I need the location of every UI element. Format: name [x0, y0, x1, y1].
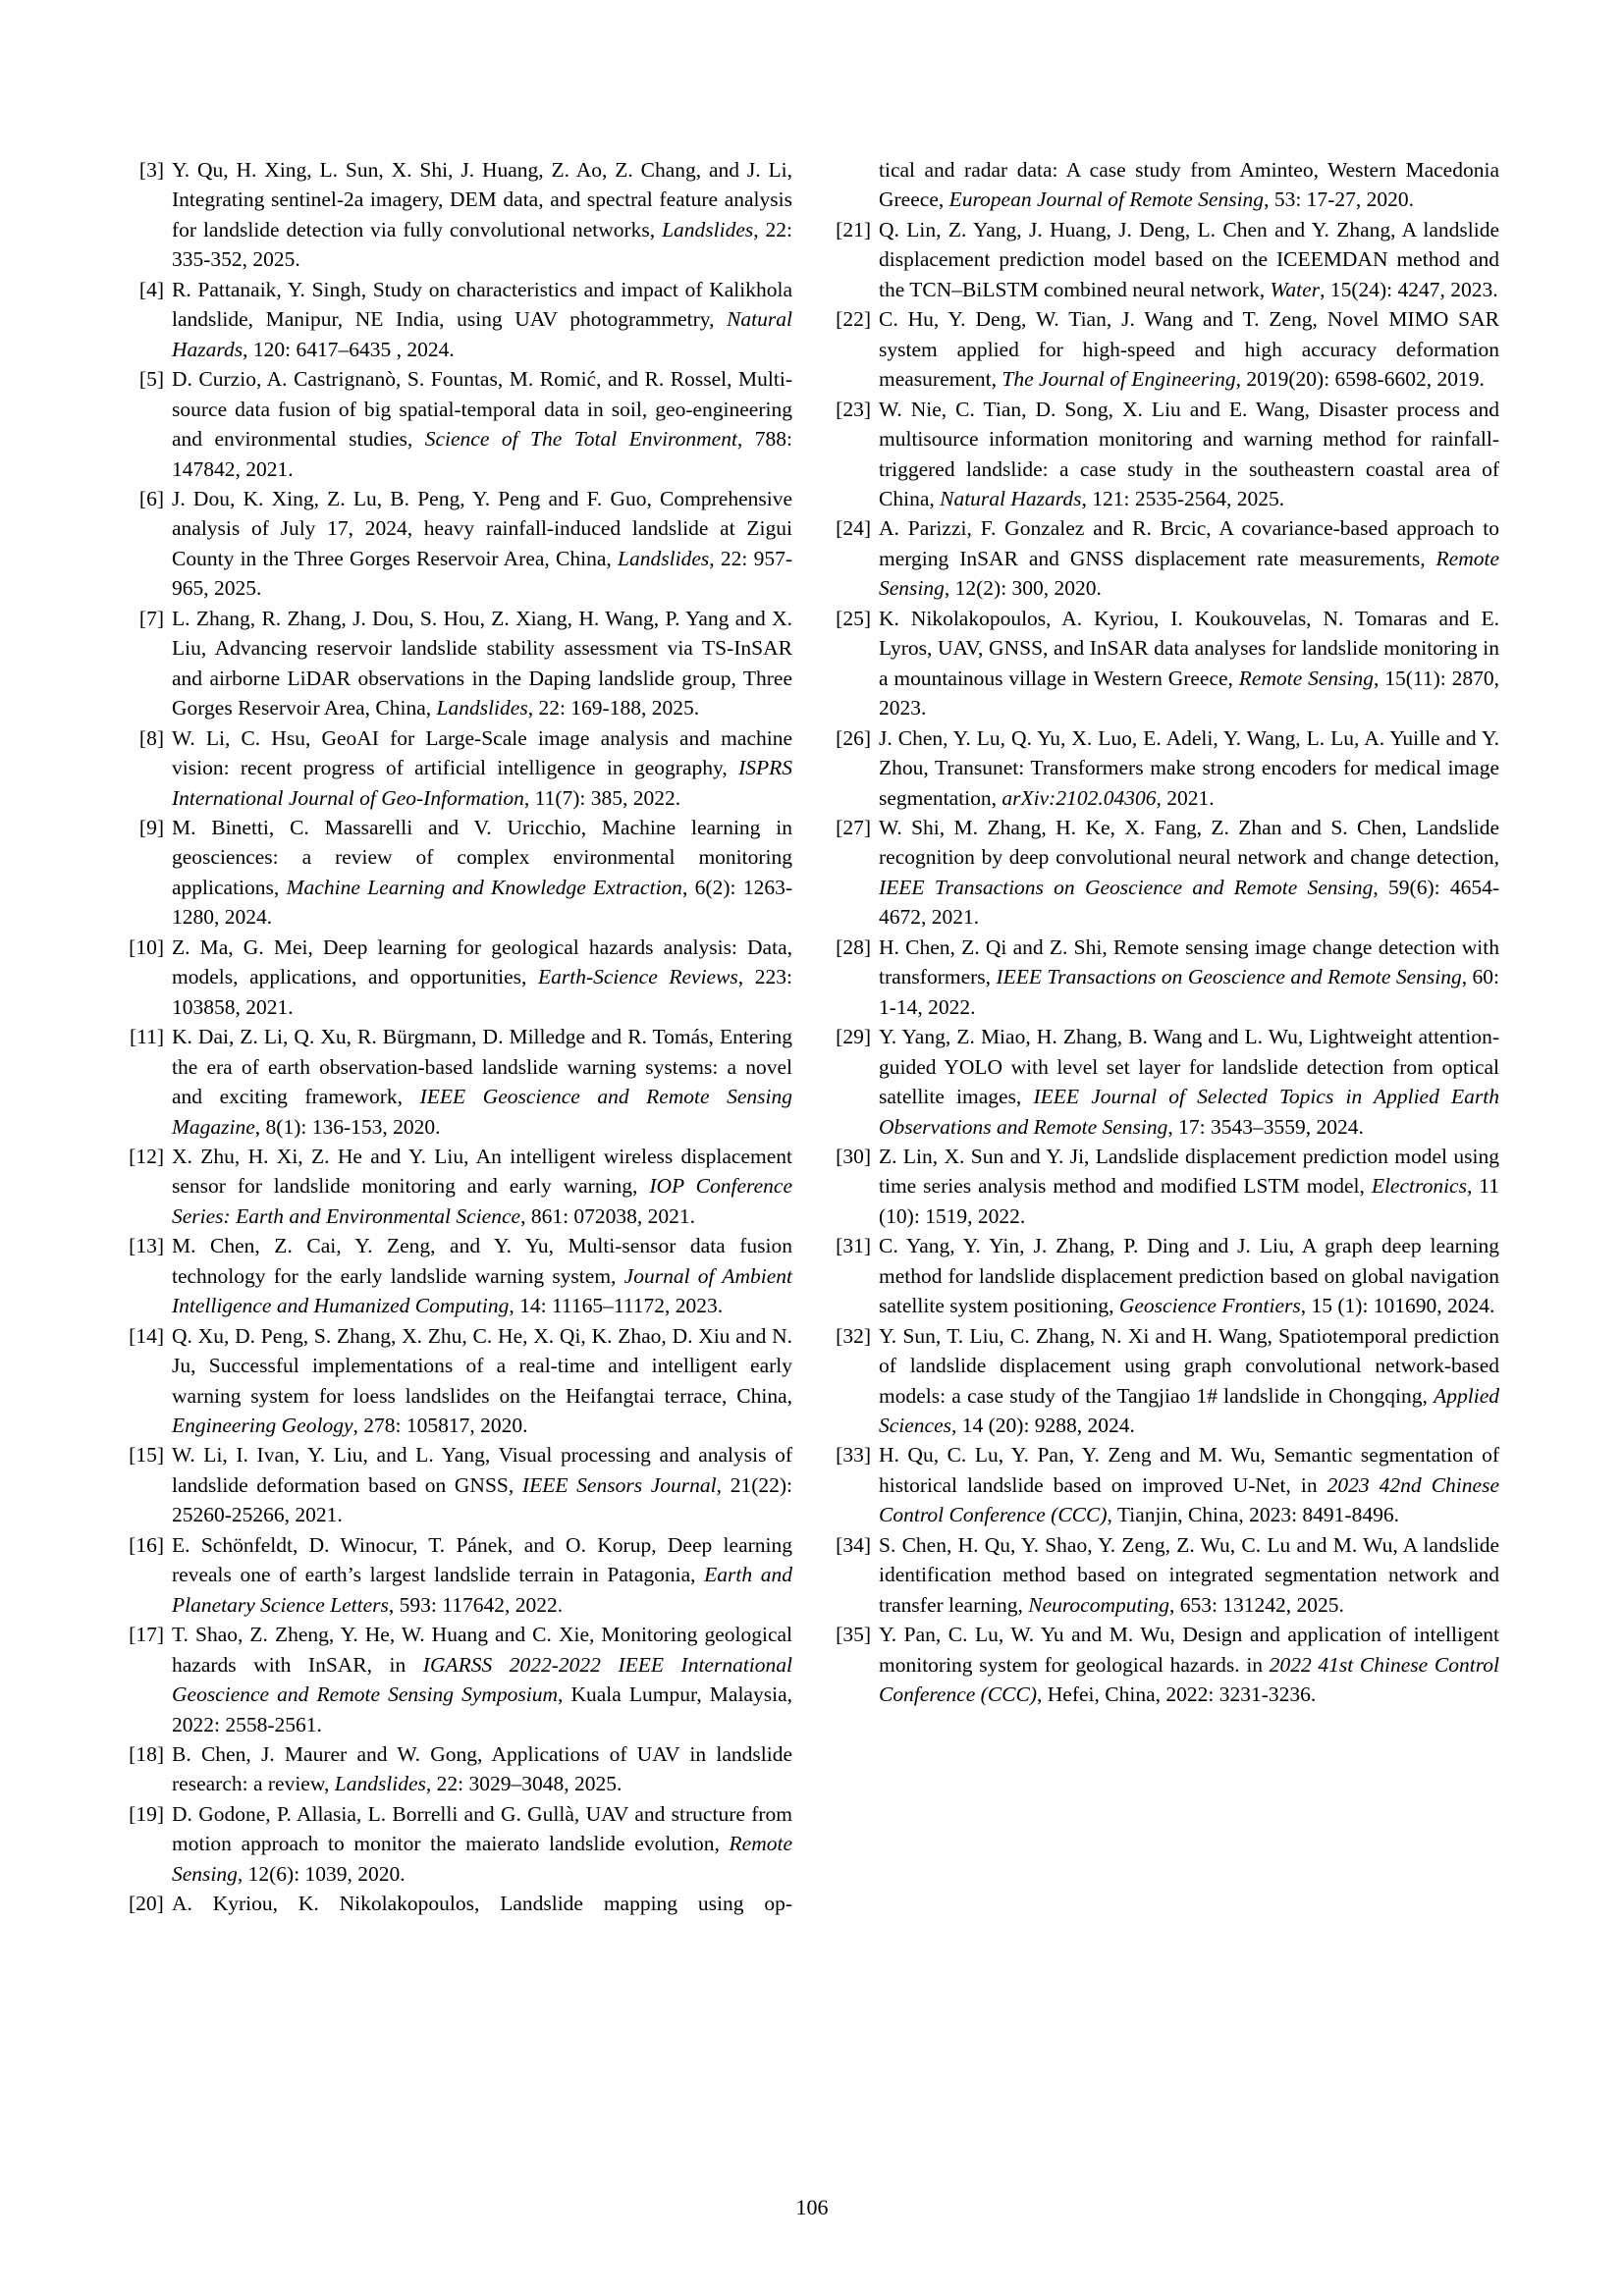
- reference-text: C. Yang, Y. Yin, J. Zhang, P. Ding and J. Liu, A graph deep learning method for landslide displacement prediction based on global navigation satellite system positioning, Geoscience Frontiers, 15 (1): 101690, 2024.: [879, 1234, 1499, 1318]
- reference-item: [836, 395, 1499, 514]
- reference-text: J. Chen, Y. Lu, Q. Yu, X. Luo, E. Adeli, Y. Wang, L. Lu, A. Yuille and Y. Zhou, Transunet: Transformers make strong encoders for medical image segmentation, arXiv:2102.04306, 2021.: [879, 725, 1499, 810]
- reference-text: B. Chen, J. Maurer and W. Gong, Applications of UAV in landslide research: a review, Landslides, 22: 3029–3048, 2025.: [172, 1742, 792, 1796]
- references-column-right: [836, 155, 1499, 1710]
- reference-item: [129, 1022, 792, 1142]
- journal-name-italic: Electronics: [1371, 1174, 1467, 1199]
- reference-item: [129, 1440, 792, 1529]
- reference-text: L. Zhang, R. Zhang, J. Dou, S. Hou, Z. Xiang, H. Wang, P. Yang and X. Liu, Advancing reservoir landslide stability assessment via TS-InSAR and airborne LiDAR observations in the Daping landslide group, Three Gorges Reservoir Area, China, Landslides, 22: 169-188, 2025.: [172, 606, 792, 721]
- journal-name-italic: IEEE Transactions on Geoscience and Remote Sensing: [879, 875, 1374, 899]
- reference-text: Q. Lin, Z. Yang, J. Huang, J. Deng, L. Chen and Y. Zhang, A landslide displacement prediction model based on the ICEEMDAN method and the TCN–BiLSTM combined neural network, Water, 15(24): 4247, 2023.: [879, 217, 1499, 301]
- journal-name-italic: Applied Sciences: [879, 1383, 1499, 1438]
- journal-name-italic: Landslides: [618, 546, 710, 570]
- reference-item: [836, 1022, 1499, 1142]
- references-column-left: [129, 155, 792, 1919]
- journal-name-italic: Engineering Geology: [172, 1414, 353, 1438]
- reference-item: [836, 723, 1499, 813]
- reference-number-label: [32]: [836, 1323, 871, 1348]
- journal-name-italic: IGARSS 2022-2022 IEEE International Geoscience and Remote Sensing Symposium: [172, 1652, 792, 1707]
- journal-name-italic: IEEE Journal of Selected Topics in Applied Earth Observations and Remote Sensing: [879, 1085, 1499, 1139]
- journal-name-italic: ISPRS International Journal of Geo-Information: [172, 756, 792, 810]
- reference-text: X. Zhu, H. Xi, Z. He and Y. Liu, An intelligent wireless displacement sensor for landslide monitoring and early warning, IOP Conference Series: Earth and Environmental Science, 861: 072038, 2021.: [172, 1144, 792, 1228]
- reference-item: [836, 813, 1499, 933]
- reference-item: [129, 364, 792, 484]
- reference-number-label: [4]: [138, 277, 164, 301]
- reference-number-label: [28]: [836, 934, 871, 959]
- journal-name-italic: IOP Conference Series: Earth and Environmental Science: [172, 1174, 792, 1228]
- reference-item: [836, 1321, 1499, 1441]
- reference-item: [836, 604, 1499, 723]
- journal-name-italic: IEEE Sensors Journal: [521, 1472, 717, 1497]
- reference-text: Z. Ma, G. Mei, Deep learning for geological hazards analysis: Data, models, applications, and opportunities, Earth-Science Reviews, 223: 103858, 2021.: [172, 934, 792, 1019]
- reference-number-label: [6]: [138, 486, 164, 510]
- reference-text: H. Qu, C. Lu, Y. Pan, Y. Zeng and M. Wu, Semantic segmentation of historical landslide based on improved U-Net, in 2023 42nd Chinese Control Conference (CCC), Tianjin, China, 2023: 8491-8496.: [879, 1443, 1499, 1527]
- reference-number-label: [18]: [129, 1742, 164, 1767]
- journal-name-italic: Landslides: [334, 1772, 426, 1796]
- reference-text: K. Nikolakopoulos, A. Kyriou, I. Koukouvelas, N. Tomaras and E. Lyros, UAV, GNSS, and InSAR data analyses for landslide monitoring in a mountainous village in Western Greece, Remote Sensing, 15(11): 2870, 2023.: [879, 606, 1499, 721]
- reference-item: [129, 275, 792, 364]
- reference-number-label: [13]: [129, 1234, 164, 1258]
- reference-text: R. Pattanaik, Y. Singh, Study on characteristics and impact of Kalikhola landslide, Manipur, NE India, using UAV photogrammetry, Natural Hazards, 120: 6417–6435 , 2024.: [172, 277, 792, 361]
- journal-name-italic: Machine Learning and Knowledge Extraction: [286, 875, 682, 899]
- reference-item: [836, 1440, 1499, 1529]
- reference-number-label: [33]: [836, 1443, 871, 1468]
- reference-text: T. Shao, Z. Zheng, Y. He, W. Huang and C. Xie, Monitoring geological hazards with InSAR, in IGARSS 2022-2022 IEEE International Geoscience and Remote Sensing Symposium, Kuala Lumpur, Malaysia, 2022: 2558-2561.: [172, 1623, 792, 1736]
- reference-item: [129, 813, 792, 933]
- reference-number-label: [25]: [836, 606, 871, 630]
- journal-name-italic: Earth-Science Reviews: [537, 965, 738, 989]
- journal-name-italic: Water: [1270, 277, 1321, 301]
- reference-number-label: [14]: [129, 1323, 164, 1348]
- reference-item: [129, 1620, 792, 1739]
- journal-name-italic: Landslides: [662, 217, 754, 241]
- reference-text: E. Schönfeldt, D. Winocur, T. Pánek, and O. Korup, Deep learning reveals one of earth’s largest landslide terrain in Patagonia, Earth and Planetary Science Letters, 593: 117642, 2022.: [172, 1532, 792, 1617]
- reference-item: [836, 513, 1499, 603]
- reference-text: M. Binetti, C. Massarelli and V. Uricchio, Machine learning in geosciences: a review of complex environmental monitoring applications, Machine Learning and Knowledge Extraction, 6(2): 1263-1280, 2024.: [172, 815, 793, 930]
- reference-item: [129, 1739, 792, 1799]
- reference-text: D. Godone, P. Allasia, L. Borrelli and G. Gullà, UAV and structure from motion approach to monitor the maierato landslide evolution, Remote Sensing, 12(6): 1039, 2020.: [172, 1801, 792, 1886]
- reference-text: W. Li, I. Ivan, Y. Liu, and L. Yang, Visual processing and analysis of landslide deformation based on GNSS, IEEE Sensors Journal, 21(22): 25260-25266, 2021.: [172, 1443, 792, 1527]
- reference-text: K. Dai, Z. Li, Q. Xu, R. Bürgmann, D. Milledge and R. Tomás, Entering the era of earth observation-based landslide warning systems: a novel and exciting framework, IEEE Geoscience and Remote Sensing Magazine, 8(1): 136-153, 2020.: [172, 1025, 792, 1139]
- reference-text: Y. Sun, T. Liu, C. Zhang, N. Xi and H. Wang, Spatiotemporal prediction of landslide displacement using graph convolutional network-based models: a case study of the Tangjiao 1# landslide in Chongqing, Applied Sciences, 14 (20): 9288, 2024.: [879, 1323, 1499, 1438]
- reference-item: [129, 1321, 792, 1441]
- reference-item: [836, 1530, 1499, 1620]
- reference-number-label: [30]: [836, 1144, 871, 1168]
- reference-text: H. Chen, Z. Qi and Z. Shi, Remote sensing image change detection with transformers, IEEE Transactions on Geoscience and Remote Sensing, 60: 1-14, 2022.: [879, 934, 1499, 1019]
- journal-name-italic: Remote Sensing: [172, 1832, 792, 1886]
- reference-number-label: [9]: [138, 815, 164, 839]
- reference-number-label: [15]: [129, 1443, 164, 1468]
- reference-number-label: [11]: [129, 1025, 164, 1049]
- reference-item: [129, 933, 792, 1022]
- reference-number-label: [26]: [836, 725, 871, 750]
- journal-name-italic: Remote Sensing: [879, 546, 1499, 601]
- reference-item: [836, 933, 1499, 1022]
- reference-text: C. Hu, Y. Deng, W. Tian, J. Wang and T. Zeng, Novel MIMO SAR system applied for high-speed and high accuracy deformation measurement, The Journal of Engineering, 2019(20): 6598-6602, 2019.: [879, 307, 1499, 392]
- reference-text: tical and radar data: A case study from Aminteo, Western Macedonia Greece, European Journal of Remote Sensing, 53: 17-27, 2020.: [879, 158, 1499, 212]
- reference-item: [836, 1231, 1499, 1320]
- reference-number-label: [16]: [129, 1532, 164, 1557]
- reference-text: Q. Xu, D. Peng, S. Zhang, X. Zhu, C. He, X. Qi, K. Zhao, D. Xiu and N. Ju, Successful implementations of a real-time and intelligent early warning system for loess landslides on the Heifangtai terrace, China, Engineering Geology, 278: 105817, 2020.: [172, 1323, 792, 1438]
- reference-text: J. Dou, K. Xing, Z. Lu, B. Peng, Y. Peng and F. Guo, Comprehensive analysis of July 17, 2024, heavy rainfall-induced landslide at Zigui County in the Three Gorges Reservoir Area, China, Landslides, 22: 957-965, 2025.: [172, 486, 792, 601]
- reference-text: W. Shi, M. Zhang, H. Ke, X. Fang, Z. Zhan and S. Chen, Landslide recognition by deep convolutional neural network and change detection, IEEE Transactions on Geoscience and Remote Sensing, 59(6): 4654-4672, 2021.: [879, 815, 1499, 930]
- journal-name-italic: Natural Hazards: [172, 307, 792, 361]
- reference-text: A. Kyriou, K. Nikolakopoulos, Landslide mapping using op-: [172, 1892, 792, 1916]
- reference-number-label: [23]: [836, 397, 871, 421]
- reference-item: [129, 723, 792, 813]
- reference-number-label: [21]: [836, 217, 871, 241]
- journal-name-italic: Natural Hazards: [940, 486, 1082, 510]
- reference-number-label: [5]: [138, 367, 164, 392]
- journal-name-italic: Earth and Planetary Science Letters: [172, 1563, 792, 1617]
- page-number: 106: [795, 2195, 829, 2219]
- reference-text: S. Chen, H. Qu, Y. Shao, Y. Zeng, Z. Wu, C. Lu and M. Wu, A landslide identification method based on integrated segmentation network and transfer learning, Neurocomputing, 653: 131242, 2025.: [879, 1532, 1499, 1617]
- journal-name-italic: arXiv:2102.04306: [1001, 785, 1157, 810]
- reference-number-label: [27]: [836, 815, 871, 839]
- reference-number-label: [12]: [129, 1144, 164, 1168]
- journal-name-italic: Landslides: [436, 696, 528, 721]
- reference-number-label: [22]: [836, 307, 871, 332]
- reference-number-label: [19]: [129, 1801, 164, 1826]
- reference-text: D. Curzio, A. Castrignanò, S. Fountas, M. Romić, and R. Rossel, Multi-source data fusion of big spatial-temporal data in soil, geo-engineering and environmental studies, Science of The Total Environment, 788: 147842, 2021.: [172, 367, 792, 481]
- reference-item: [129, 484, 792, 604]
- reference-item: [836, 1142, 1499, 1231]
- journal-name-italic: Journal of Ambient Intelligence and Humanized Computing: [172, 1263, 792, 1318]
- reference-item: [129, 1142, 792, 1231]
- reference-number-label: [31]: [836, 1234, 871, 1258]
- journal-name-italic: 2022 41st Chinese Control Conference (CCC): [879, 1652, 1499, 1707]
- reference-text: Z. Lin, X. Sun and Y. Ji, Landslide displacement prediction model using time series analysis method and modified LSTM model, Electronics, 11 (10): 1519, 2022.: [879, 1144, 1500, 1228]
- reference-text: W. Nie, C. Tian, D. Song, X. Liu and E. Wang, Disaster process and multisource information monitoring and warning method for rainfall-triggered landslide: a case study in the southeastern coastal area of China, Natural Hazards, 121: 2535-2564, 2025.: [879, 397, 1499, 510]
- reference-text: Y. Yang, Z. Miao, H. Zhang, B. Wang and L. Wu, Lightweight attention-guided YOLO with level set layer for landslide detection from optical satellite images, IEEE Journal of Selected Topics in Applied Earth Observations and Remote Sensing, 17: 3543–3559, 2024.: [879, 1025, 1499, 1139]
- reference-number-label: [10]: [129, 934, 164, 959]
- journal-name-italic: European Journal of Remote Sensing: [948, 187, 1265, 212]
- reference-number-label: [7]: [138, 606, 164, 630]
- reference-number-label: [24]: [836, 516, 871, 541]
- reference-item: [129, 1231, 792, 1320]
- reference-item-continuation: [836, 155, 1499, 215]
- reference-number-label: [20]: [129, 1892, 164, 1916]
- reference-item: [836, 1620, 1499, 1709]
- reference-item: [129, 1799, 792, 1889]
- reference-item: [129, 604, 792, 723]
- journal-name-italic: 2023 42nd Chinese Control Conference (CCC): [879, 1472, 1499, 1527]
- reference-number-label: [3]: [138, 158, 164, 182]
- journal-name-italic: IEEE Transactions on Geoscience and Remote Sensing: [996, 965, 1462, 989]
- reference-item: [129, 1889, 792, 1918]
- journal-name-italic: The Journal of Engineering: [1001, 367, 1236, 392]
- reference-item: [836, 215, 1499, 304]
- reference-item: [129, 155, 792, 275]
- reference-text: Y. Pan, C. Lu, W. Yu and M. Wu, Design and application of intelligent monitoring system for geological hazards. in 2022 41st Chinese Control Conference (CCC), Hefei, China, 2022: 3231-3236.: [879, 1623, 1499, 1707]
- reference-number-label: [8]: [138, 725, 164, 750]
- reference-number-label: [34]: [836, 1532, 871, 1557]
- journal-name-italic: Remote Sensing: [1238, 666, 1375, 690]
- reference-text: Y. Qu, H. Xing, L. Sun, X. Shi, J. Huang, Z. Ao, Z. Chang, and J. Li, Integrating sentinel-2a imagery, DEM data, and spectral feature analysis for landslide detection via fully convolutional networks, Landslides, 22: 335-352, 2025.: [172, 158, 792, 272]
- reference-item: [836, 304, 1499, 394]
- reference-number-label: [35]: [836, 1623, 871, 1647]
- journal-name-italic: Geoscience Frontiers: [1118, 1294, 1301, 1318]
- reference-text: A. Parizzi, F. Gonzalez and R. Brcic, A covariance-based approach to merging InSAR and GNSS displacement rate measurements, Remote Sensing, 12(2): 300, 2020.: [879, 516, 1499, 601]
- reference-item: [129, 1530, 792, 1620]
- reference-text: W. Li, C. Hsu, GeoAI for Large-Scale image analysis and machine vision: recent progress of artificial intelligence in geography, ISPRS International Journal of Geo-Information, 11(7): 385, 2022.: [172, 725, 792, 810]
- journal-name-italic: Science of The Total Environment: [424, 427, 737, 452]
- reference-number-label: [29]: [836, 1025, 871, 1049]
- reference-text: M. Chen, Z. Cai, Y. Zeng, and Y. Yu, Multi-sensor data fusion technology for the early landslide warning system, Journal of Ambient Intelligence and Humanized Computing, 14: 11165–11172, 2023.: [172, 1234, 792, 1318]
- journal-name-italic: Neurocomputing: [1028, 1592, 1169, 1617]
- journal-name-italic: IEEE Geoscience and Remote Sensing Magazine: [172, 1085, 792, 1139]
- reference-number-label: [17]: [129, 1623, 164, 1647]
